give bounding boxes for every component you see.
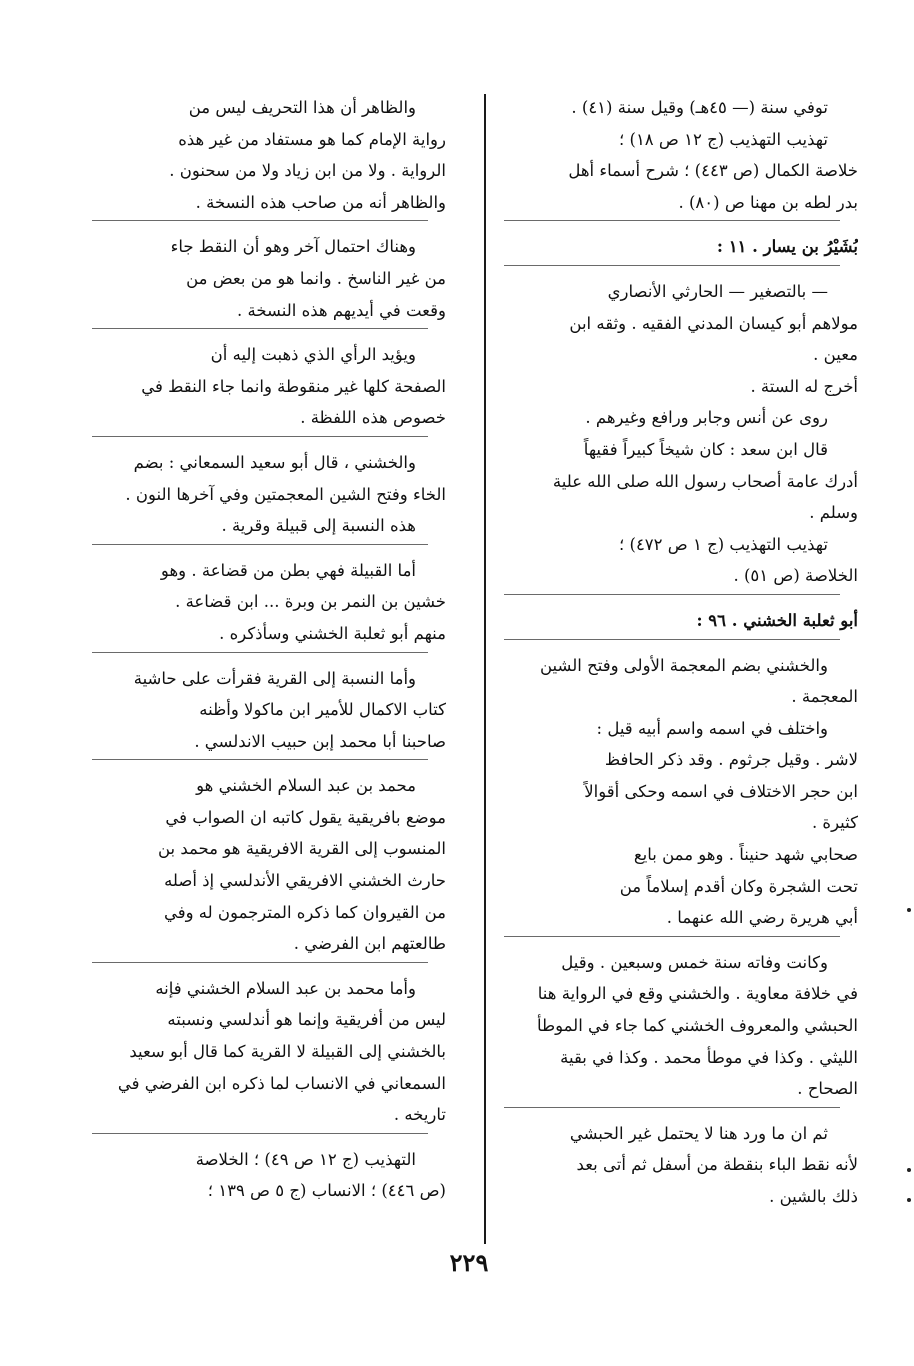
text-line: تهذيب التهذيب (ج ١ ص ٤٧٢) ؛ [619,534,828,554]
text-line: منهم أبو ثعلبة الخشني وسأذكره . [219,623,446,643]
text-line: صاحبنا أبا محمد إبن حبيب الاندلسي . [194,731,446,751]
paragraph-separator [504,639,840,646]
text-line: الليثي . وكذا في موطأ محمد . وكذا في بقية [560,1047,858,1067]
entry-heading: أبو ثعلبة الخشني . ٩٦ : [696,610,858,630]
margin-mark [907,908,911,912]
text-line: الخاء وفتح الشين المعجمتين وفي آخرها النون . [125,484,446,504]
text-line: وأما النسبة إلى القرية فقرأت على حاشية [133,668,416,688]
text-line: ليس من أفريقية وإنما هو أندلسي ونسبته [167,1010,446,1030]
text-line: — بالتصغير — الحارثي الأنصاري [607,281,828,301]
text-line: الحبشي والمعروف الخشني كما جاء في الموطأ [536,1016,858,1036]
paragraph-separator [504,936,840,943]
text-line: ثم ان ما ورد هنا لا يحتمل غير الحبشي [569,1123,828,1143]
text-line: ويؤيد الرأي الذي ذهبت إليه أن [210,345,416,365]
text-line: لاشر . وقيل جرثوم . وقد ذكر الحافظ [604,750,858,770]
text-line: بالخشني إلى القبيلة لا القرية كما قال أبو سعيد [129,1042,446,1062]
text-line: السمعاني في الانساب لما ذكره ابن الفرضي في [117,1073,446,1093]
text-line: روى عن أنس وجابر ورافع وغيرهم . [585,408,828,428]
text-line: وسلم . [809,503,858,523]
text-line: رواية الإمام كما هو مستفاد من غير هذه [178,129,446,149]
paragraph-separator [504,220,840,227]
paragraph-separator [92,759,428,766]
text-line: مولاهم أبو كيسان المدني الفقيه . وثقه ابن [569,313,858,333]
left-column [74,92,446,1207]
text-line: صحابي شهد حنيناً . وهو ممن بايع [633,845,858,865]
text-line: الصفحة كلها غير منقوطة وانما جاء النقط في [141,376,446,396]
text-line: خصوص هذه اللفظة . [300,408,446,428]
text-line: قال ابن سعد : كان شيخاً كبيراً فقيهاً [583,439,828,459]
text-line: من غير الناسخ . وانما هو من بعض من [186,268,446,288]
text-line: تهذيب التهذيب (ج ١٢ ص ١٨) ؛ [619,129,828,149]
text-line: وقعت في أيديهم هذه النسخة . [237,300,446,320]
paragraph-separator [92,436,428,443]
paragraph-separator [92,652,428,659]
text-line: خلاصة الكمال (ص ٤٤٣) ؛ شرح أسماء أهل [568,161,858,181]
text-line: طالعتهم ابن الفرضي . [293,934,446,954]
text-line: لأنه نقط الباء بنقطة من أسفل ثم أتى بعد [576,1155,858,1175]
text-line: (ص ٤٤٦) ؛ الانساب (ج ٥ ص ١٣٩ ؛ [207,1181,446,1201]
text-line: هذه النسبة إلى قبيلة وقرية . [221,516,416,536]
text-line: واختلف في اسمه واسم أبيه قيل : [596,718,828,738]
text-line: والخشني ، قال أبو سعيد السمعاني : بضم [133,452,416,472]
paragraph-separator [92,328,428,335]
text-line: المنسوب إلى القرية الافريقية هو محمد بن [157,839,446,859]
paragraph-separator [504,265,840,272]
text-line: أدرك عامة أصحاب رسول الله صلى الله علية [552,471,858,491]
text-line: المعجمة . [791,687,858,707]
column-divider [484,94,486,1244]
text-line: من القيروان كما ذكره المترجمون له وفي [163,902,446,922]
text-line: والظاهر أنه من صاحب هذه النسخة . [195,192,446,212]
text-line: وأما محمد بن عبد السلام الخشني فإنه [155,978,416,998]
right-column [486,92,858,1213]
margin-mark [907,1198,911,1202]
text-line: تحت الشجرة وكان أقدم إسلاماً من [619,876,858,896]
text-line: وهناك احتمال آخر وهو أن النقط جاء [170,237,416,257]
text-line: الصحاح . [797,1079,858,1099]
text-line: التهذيب (ج ١٢ ص ٤٩) ؛ الخلاصة [195,1149,416,1169]
paragraph-separator [92,220,428,227]
text-line: والظاهر أن هذا التحريف ليس من [188,98,416,117]
text-line: توفي سنة (— ٤٥هـ) وقيل سنة (٤١) . [571,98,828,117]
margin-mark [907,1168,911,1172]
text-line: كثيرة . [811,813,858,833]
page-number: ٢٢٩ [449,1248,489,1277]
text-line: أبي هريرة رضي الله عنهما . [666,908,858,928]
paragraph-separator [504,1107,840,1114]
text-line: تاريخه . [393,1105,446,1125]
text-line: ابن حجر الاختلاف في اسمه وحكى أقوالاً [584,781,858,801]
text-line: موضع بافريقية يقول كاتبه ان الصواب في [165,807,446,827]
paragraph-separator [504,594,840,601]
text-line: أما القبيلة فهي بطن من قضاعة . وهو [160,560,416,580]
text-line: الرواية . ولا من ابن زياد ولا من سحنون . [169,161,446,181]
paragraph-separator [92,1133,428,1140]
text-line: كتاب الاكمال للأمير ابن ماكولا وأظنه [199,700,446,720]
paragraph-separator [92,544,428,551]
text-line: أخرج له الستة . [750,376,858,396]
text-line: وكانت وفاته سنة خمس وسبعين . وقيل [561,952,828,972]
text-line: محمد بن عبد السلام الخشني هو [196,776,416,796]
text-line: ذلك بالشين . [769,1187,858,1206]
text-line: في خلافة معاوية . والخشني وقع في الرواية هنا [537,984,858,1004]
text-line: والخشني بضم المعجمة الأولى وفتح الشين [539,655,828,675]
text-line: معين . [813,345,858,365]
text-line: خشين بن النمر بن وبرة ... ابن قضاعة . [175,592,446,612]
paragraph-separator [92,962,428,969]
text-line: الخلاصة (ص ٥١) . [733,566,858,586]
text-line: بدر لطه بن مهنا ص (٨٠) . [678,192,858,212]
text-line: حارث الخشني الافريقي الأندلسي إذ أصله [164,871,446,891]
entry-heading: بُشَيْرُ بن يسار . ١١ : [716,237,858,257]
